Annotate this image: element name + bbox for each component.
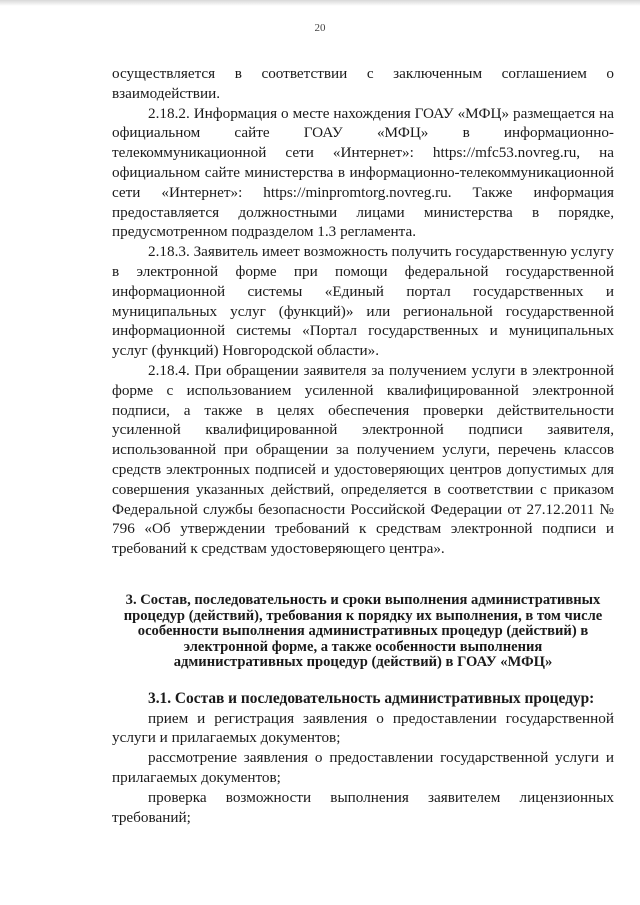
page-number: 20 bbox=[314, 22, 326, 34]
procedure-item: прием и регистрация заявления о предоставлении государственной услуги и прилагаемых документов; bbox=[112, 709, 614, 747]
procedure-item: проверка возможности выполнения заявителем лицензионных требований; bbox=[112, 788, 614, 826]
subsection-heading: 3.1. Состав и последовательность административных процедур: bbox=[148, 689, 595, 707]
procedure-item: рассмотрение заявления о предоставлении государственной услуги и прилагаемых документов; bbox=[112, 749, 614, 787]
paragraph-2-18-2: 2.18.2. Информация о месте нахождения ГОАУ «МФЦ» размещается на официальном сайте ГОАУ «МФЦ» в информационно-телекоммуникационной сети «Интернет»: https://mfc53.novreg.ru, на официальном сайте министерства в информационно-телекоммуникационной сети «Интернет»: https://minpromtorg.novreg.ru. Также информация предоставляется должностными лицами министерства в порядке, предусмотренном подразделом 1.3 регламента. bbox=[112, 104, 614, 241]
section-heading: 3. Состав, последовательность и сроки выполнения административных процедур (действий), требования к порядку их выполнения, в том числе особенности выполнения административных процедур (действий) в электронной форме, а также особенности выполнения административных процедур (действий) в ГОАУ «МФЦ» bbox=[123, 591, 603, 671]
paragraph-continuation: осуществляется в соответствии с заключенным соглашением о взаимодействии. bbox=[112, 65, 614, 102]
paragraph-2-18-4: 2.18.4. При обращении заявителя за получением услуги в электронной форме с использованием усиленной квалифицированной электронной подписи, а также в целях обеспечения проверки действительности усиленной квалифицированной электронной подписи заявителя, использованной при обращении за получением услуги, перечень классов средств электронных подписей и удостоверяющих центров допустимых для совершения указанных действий, определяется в соответствии с приказом Федеральной службы безопасности Российской Федерации от 27.12.2011 № 796 «Об утверждении требований к средствам электронной подписи и требований к средствам удостоверяющего центра». bbox=[112, 361, 614, 558]
paragraph-2-18-3: 2.18.3. Заявитель имеет возможность получить государственную услугу в электронной форме при помощи федеральной государственной информационной системы «Единый портал государственных и муниципальных услуг (функций)» или региональной государственной информационной системы «Портал государственных и муниципальных услуг (функций) Новгородской области». bbox=[112, 243, 614, 360]
scan-edge bbox=[0, 0, 640, 6]
document-body bbox=[112, 64, 614, 827]
